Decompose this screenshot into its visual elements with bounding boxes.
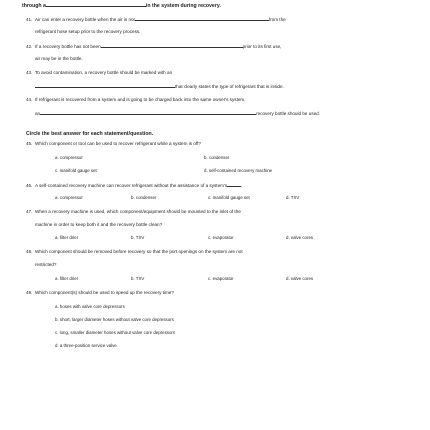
q42-line1 [26,43,281,49]
q46-option-a[interactable]: a. compressor [55,195,83,200]
q41-text-b: from the [268,17,286,22]
q41-blank[interactable] [135,16,269,21]
q41-line1 [26,16,286,22]
q49-option-b[interactable]: b. short, larger diameter hoses without valve core depressors [55,317,174,322]
top-through-text: through a [22,3,46,9]
q45-text: Which component or tool can be used to recover refrigerant while a system is off? [35,141,201,146]
q42-line2: air may be in the bottle. [35,56,83,61]
q41-line2: refrigerant hose setup prior to the recovery process. [35,29,141,34]
q41-text-a: Air can enter a recovery bottle when the air is not [35,17,135,22]
q47-option-b[interactable]: b. TXV [131,235,145,240]
q45-number: 45. [26,141,33,146]
q49-text: Which component(s) should be used to speed up the recovery time? [35,290,174,295]
q47-question-line2: machine in order to keep both it and the recovery bottle clean? [35,222,163,227]
q49-option-c[interactable]: c. long, smaller diameter hoses without valve core depressors [55,330,176,335]
q43-text-b: that clearly states the type of refrigerant that is inside. [175,84,284,89]
q48-question-line1 [26,249,243,254]
q43-line1 [26,70,172,75]
q42-blank[interactable] [101,43,243,48]
q45-question [26,141,201,146]
section-title: Circle the best answer for each statement/question. [26,131,154,137]
q45-option-b[interactable]: b. condenser [204,155,230,160]
q47-number: 47. [26,209,33,214]
q45-option-d[interactable]: d. self-contained recovery machine [204,168,273,173]
q49-option-a[interactable]: a. hoses with valve core depressors [55,304,125,309]
q47-option-d[interactable]: d. valve cores [286,235,314,240]
q44-line1 [26,97,246,102]
q43-number: 43. [26,70,33,75]
blank-top[interactable] [46,2,146,7]
q45-option-c[interactable]: c. manifold gauge set [55,168,97,173]
q43-text-a: To avoid contamination, a recovery bottle should be marked with an [35,70,173,75]
q44-text-c: recovery bottle should be used. [256,111,320,116]
q48-option-d[interactable]: d. valve cores [286,276,314,281]
q45-option-a[interactable]: a. compressor [55,155,83,160]
q48-option-b[interactable]: b. TXV [131,276,145,281]
q47-option-a[interactable]: a. filter drier [55,235,79,240]
q48-text: Which component should be removed before recovery so that the port openings on the system are not [35,249,243,254]
top-line [22,2,221,9]
q48-option-c[interactable]: c. evaporator [208,276,234,281]
q43-blank[interactable] [35,83,175,88]
q46-option-d[interactable]: d. TXV [286,195,300,200]
q42-text-a: If a recovery bottle has not been [35,44,101,49]
q46-text: A self-contained recovery machine can recover refrigerant without the assistance of a system's [35,183,228,188]
q44-line2 [35,110,320,116]
q46-question: 46. A self-contained recovery machine can recover refrigerant without the assistance of a system's . [26,183,243,188]
q48-option-a[interactable]: a. filter drier [55,276,79,281]
q46-blank[interactable] [227,182,241,187]
q49-option-d[interactable]: d. a three-position service valve [55,343,117,348]
q44-text-a: If refrigerant is recovered from a system and is going to be charged back into the same owner's system, [35,97,246,102]
q44-blank[interactable] [40,110,256,115]
q44-text-b: an [35,111,41,116]
q46-option-c[interactable]: c. manifold gauge set [208,195,250,200]
q47-question-line1 [26,209,241,214]
q42-number: 42. [26,44,33,49]
q41-number: 41. [26,17,33,22]
q49-question [26,290,174,295]
top-in-system-text: in the system during recovery. [145,3,221,9]
q44-number: 44. [26,97,33,102]
q48-number: 48. [26,249,33,254]
q43-line2 [35,83,284,89]
q47-text: When a recovery machine is used, which component/equipment should be mounted to the inlet of the [35,209,241,214]
q49-number: 49. [26,290,33,295]
q46-option-b[interactable]: b. condenser [131,195,157,200]
q42-text-b: prior to its first use, [242,44,282,49]
q47-option-c[interactable]: c. evaporator [208,235,234,240]
q48-question-line2: restricted? [35,262,57,267]
q46-number: 46. [26,183,33,188]
